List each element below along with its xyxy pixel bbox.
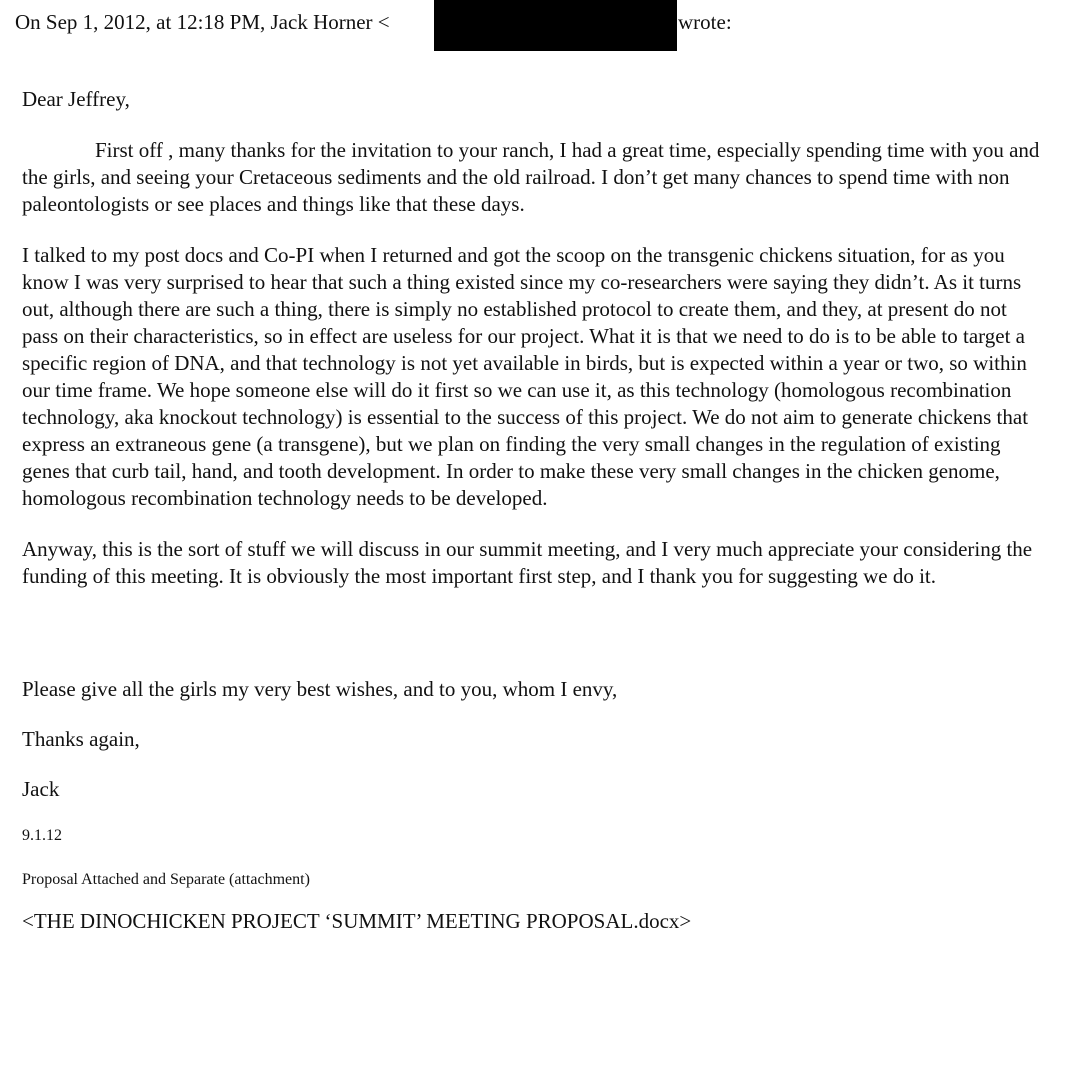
attachment-note: Proposal Attached and Separate (attachment) xyxy=(22,871,310,888)
attachment-filename[interactable]: <THE DINOCHICKEN PROJECT ‘SUMMIT’ MEETING PROPOSAL.docx> xyxy=(22,909,692,933)
paragraph-2: I talked to my post docs and Co-PI when I returned and got the scoop on the transgenic chickens situation, for as you know I was very surprised to hear that such a thing existed since my co-researchers were saying they didn’t. As it turns out, although there are such a thing, there is simply no established protocol to create them, and they, at present do not pass on their characteristics, so in effect are useless for our project. What it is that we need to do is to be able to target a specific region of DNA, and that technology is not yet available in birds, but is expected within a year or two, so within our time frame. We hope someone else will do it first so we can use it, as this technology (homologous recombination technology, aka knockout technology) is essential to the success of this project. We do not aim to generate chickens that express an extraneous gene (a transgene), but we plan on finding the very small changes in the regulation of existing genes that curb tail, hand, and tooth development. In order to make these very small changes in the chicken genome, homologous recombination technology needs to be developed. xyxy=(22,243,1029,510)
thanks-line: Thanks again, xyxy=(22,727,140,751)
email-header-suffix: wrote: xyxy=(678,10,732,34)
date-line: 9.1.12 xyxy=(22,827,62,844)
signature: Jack xyxy=(22,777,60,801)
email-header-prefix: On Sep 1, 2012, at 12:18 PM, Jack Horner < xyxy=(15,10,390,34)
greeting: Dear Jeffrey, xyxy=(22,87,130,111)
paragraph-3: Anyway, this is the sort of stuff we will discuss in our summit meeting, and I very much appreciate your considering the funding of this meeting. It is obviously the most important first step, and I thank you for suggesting we do it. xyxy=(22,537,1033,588)
wishes-line: Please give all the girls my very best wishes, and to you, whom I envy, xyxy=(22,677,618,701)
letter-body xyxy=(22,86,1042,935)
redaction-block xyxy=(434,0,677,51)
paragraph-1: First off , many thanks for the invitation to your ranch, I had a great time, especially spending time with you and the girls, and seeing your Cretaceous sediments and the old railroad. I don’t get many chances to spend time with non paleontologists or see places and things like that these days. xyxy=(22,138,1040,216)
spacer xyxy=(22,614,1042,676)
